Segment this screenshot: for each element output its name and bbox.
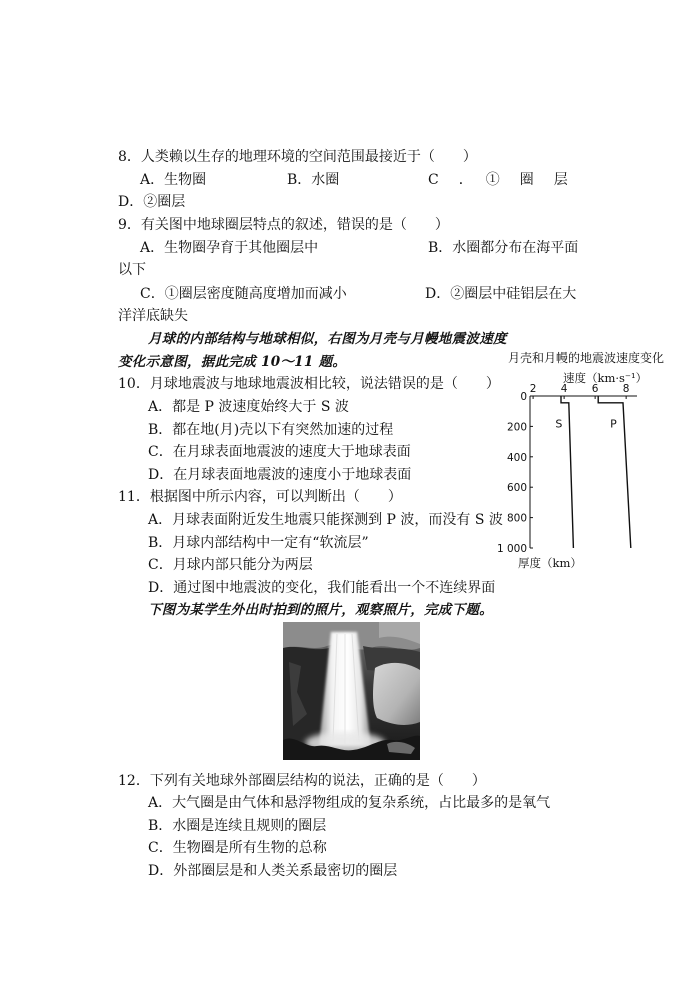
q12-option-c: C．生物圈是所有生物的总称 bbox=[148, 840, 327, 856]
q11-option-c: C．月球内部只能分为两层 bbox=[148, 557, 313, 573]
depth-tick-label: 800 bbox=[506, 512, 527, 525]
q12-option-b: B．水圈是连续且规则的圈层 bbox=[148, 818, 327, 834]
q9-option-b-line2: 以下 bbox=[118, 262, 146, 278]
q8-option-c: C ． ① 圈 层 bbox=[428, 172, 571, 188]
q11-stem: 11．根据图中所示内容，可以判断出（ ） bbox=[118, 489, 402, 505]
q8-option-d: D．②圈层 bbox=[118, 194, 186, 210]
depth-axis-label: 厚度（km） bbox=[518, 556, 582, 570]
intro-12: 下图为某学生外出时拍到的照片，观察照片，完成下题。 bbox=[148, 602, 493, 618]
q10-stem: 10．月球地震波与地球地震波相比较，说法错误的是（ ） bbox=[118, 376, 500, 392]
depth-tick-label: 600 bbox=[506, 482, 527, 495]
q11-option-b: B．月球内部结构中一定有“软流层” bbox=[148, 535, 369, 551]
right-rock bbox=[373, 663, 420, 725]
q10-option-c: C．在月球表面地震波的速度大于地球表面 bbox=[148, 444, 411, 460]
speed-tick-label: 2 bbox=[529, 383, 537, 395]
seismic-velocity-chart bbox=[495, 345, 690, 575]
q9-option-b-line1: B．水圈都分布在海平面 bbox=[428, 240, 579, 256]
q9-option-d-line1: D．②圈层中硅铝层在大 bbox=[425, 286, 577, 302]
chart-axes bbox=[497, 383, 637, 555]
intro-10-11-line2: 变化示意图，据此完成 10～11 题。 bbox=[118, 354, 347, 370]
q12-option-d: D．外部圈层是和人类关系最密切的圈层 bbox=[148, 863, 398, 879]
speed-tick-label: 6 bbox=[591, 383, 599, 395]
q10-option-a: A．都是 P 波速度始终大于 S 波 bbox=[148, 399, 349, 415]
depth-tick-label: 1 000 bbox=[496, 543, 527, 555]
q10-option-b: B．都在地(月)壳以下有突然加速的过程 bbox=[148, 422, 394, 438]
q9-option-a: A．生物圈孕育于其他圈层中 bbox=[140, 240, 319, 256]
chart-title: 月壳和月幔的地震波速度变化 bbox=[508, 351, 665, 365]
q12-option-a: A．大气圈是由气体和悬浮物组成的复杂系统，占比最多的是氧气 bbox=[148, 795, 551, 811]
series-label-s: S bbox=[555, 417, 563, 431]
chart-series bbox=[555, 396, 630, 548]
speed-tick-label: 8 bbox=[622, 383, 630, 395]
series-label-p: P bbox=[610, 417, 617, 431]
q8-stem: 8．人类赖以生存的地理环境的空间范围最接近于（ ） bbox=[118, 149, 477, 165]
q11-option-a: A．月球表面附近发生地震只能探测到 P 波，而没有 S 波 bbox=[148, 512, 503, 528]
q12-stem: 12．下列有关地球外部圈层结构的说法，正确的是（ ） bbox=[118, 773, 486, 789]
depth-tick-label: 0 bbox=[520, 391, 527, 403]
depth-tick-label: 400 bbox=[506, 451, 527, 464]
speed-axis-label: 速度（km·s⁻¹） bbox=[563, 371, 648, 385]
q8-option-b: B．水圈 bbox=[287, 172, 340, 188]
waterfall-photo bbox=[283, 622, 420, 760]
q9-stem: 9．有关图中地球圈层特点的叙述，错误的是（ ） bbox=[118, 217, 449, 233]
speed-tick-label: 4 bbox=[560, 383, 568, 395]
q11-option-d: D．通过图中地震波的变化，我们能看出一个不连续界面 bbox=[148, 580, 496, 596]
intro-10-11-line1: 月球的内部结构与地球相似，右图为月壳与月幔地震波速度 bbox=[148, 331, 507, 347]
q8-option-a: A．生物圈 bbox=[140, 172, 207, 188]
q9-option-c: C．①圈层密度随高度增加而减小 bbox=[140, 286, 347, 302]
series-line-s bbox=[561, 396, 573, 548]
q10-option-d: D．在月球表面地震波的速度小于地球表面 bbox=[148, 467, 412, 483]
q9-option-d-line2: 洋洋底缺失 bbox=[118, 308, 188, 324]
depth-tick-label: 200 bbox=[506, 421, 527, 434]
